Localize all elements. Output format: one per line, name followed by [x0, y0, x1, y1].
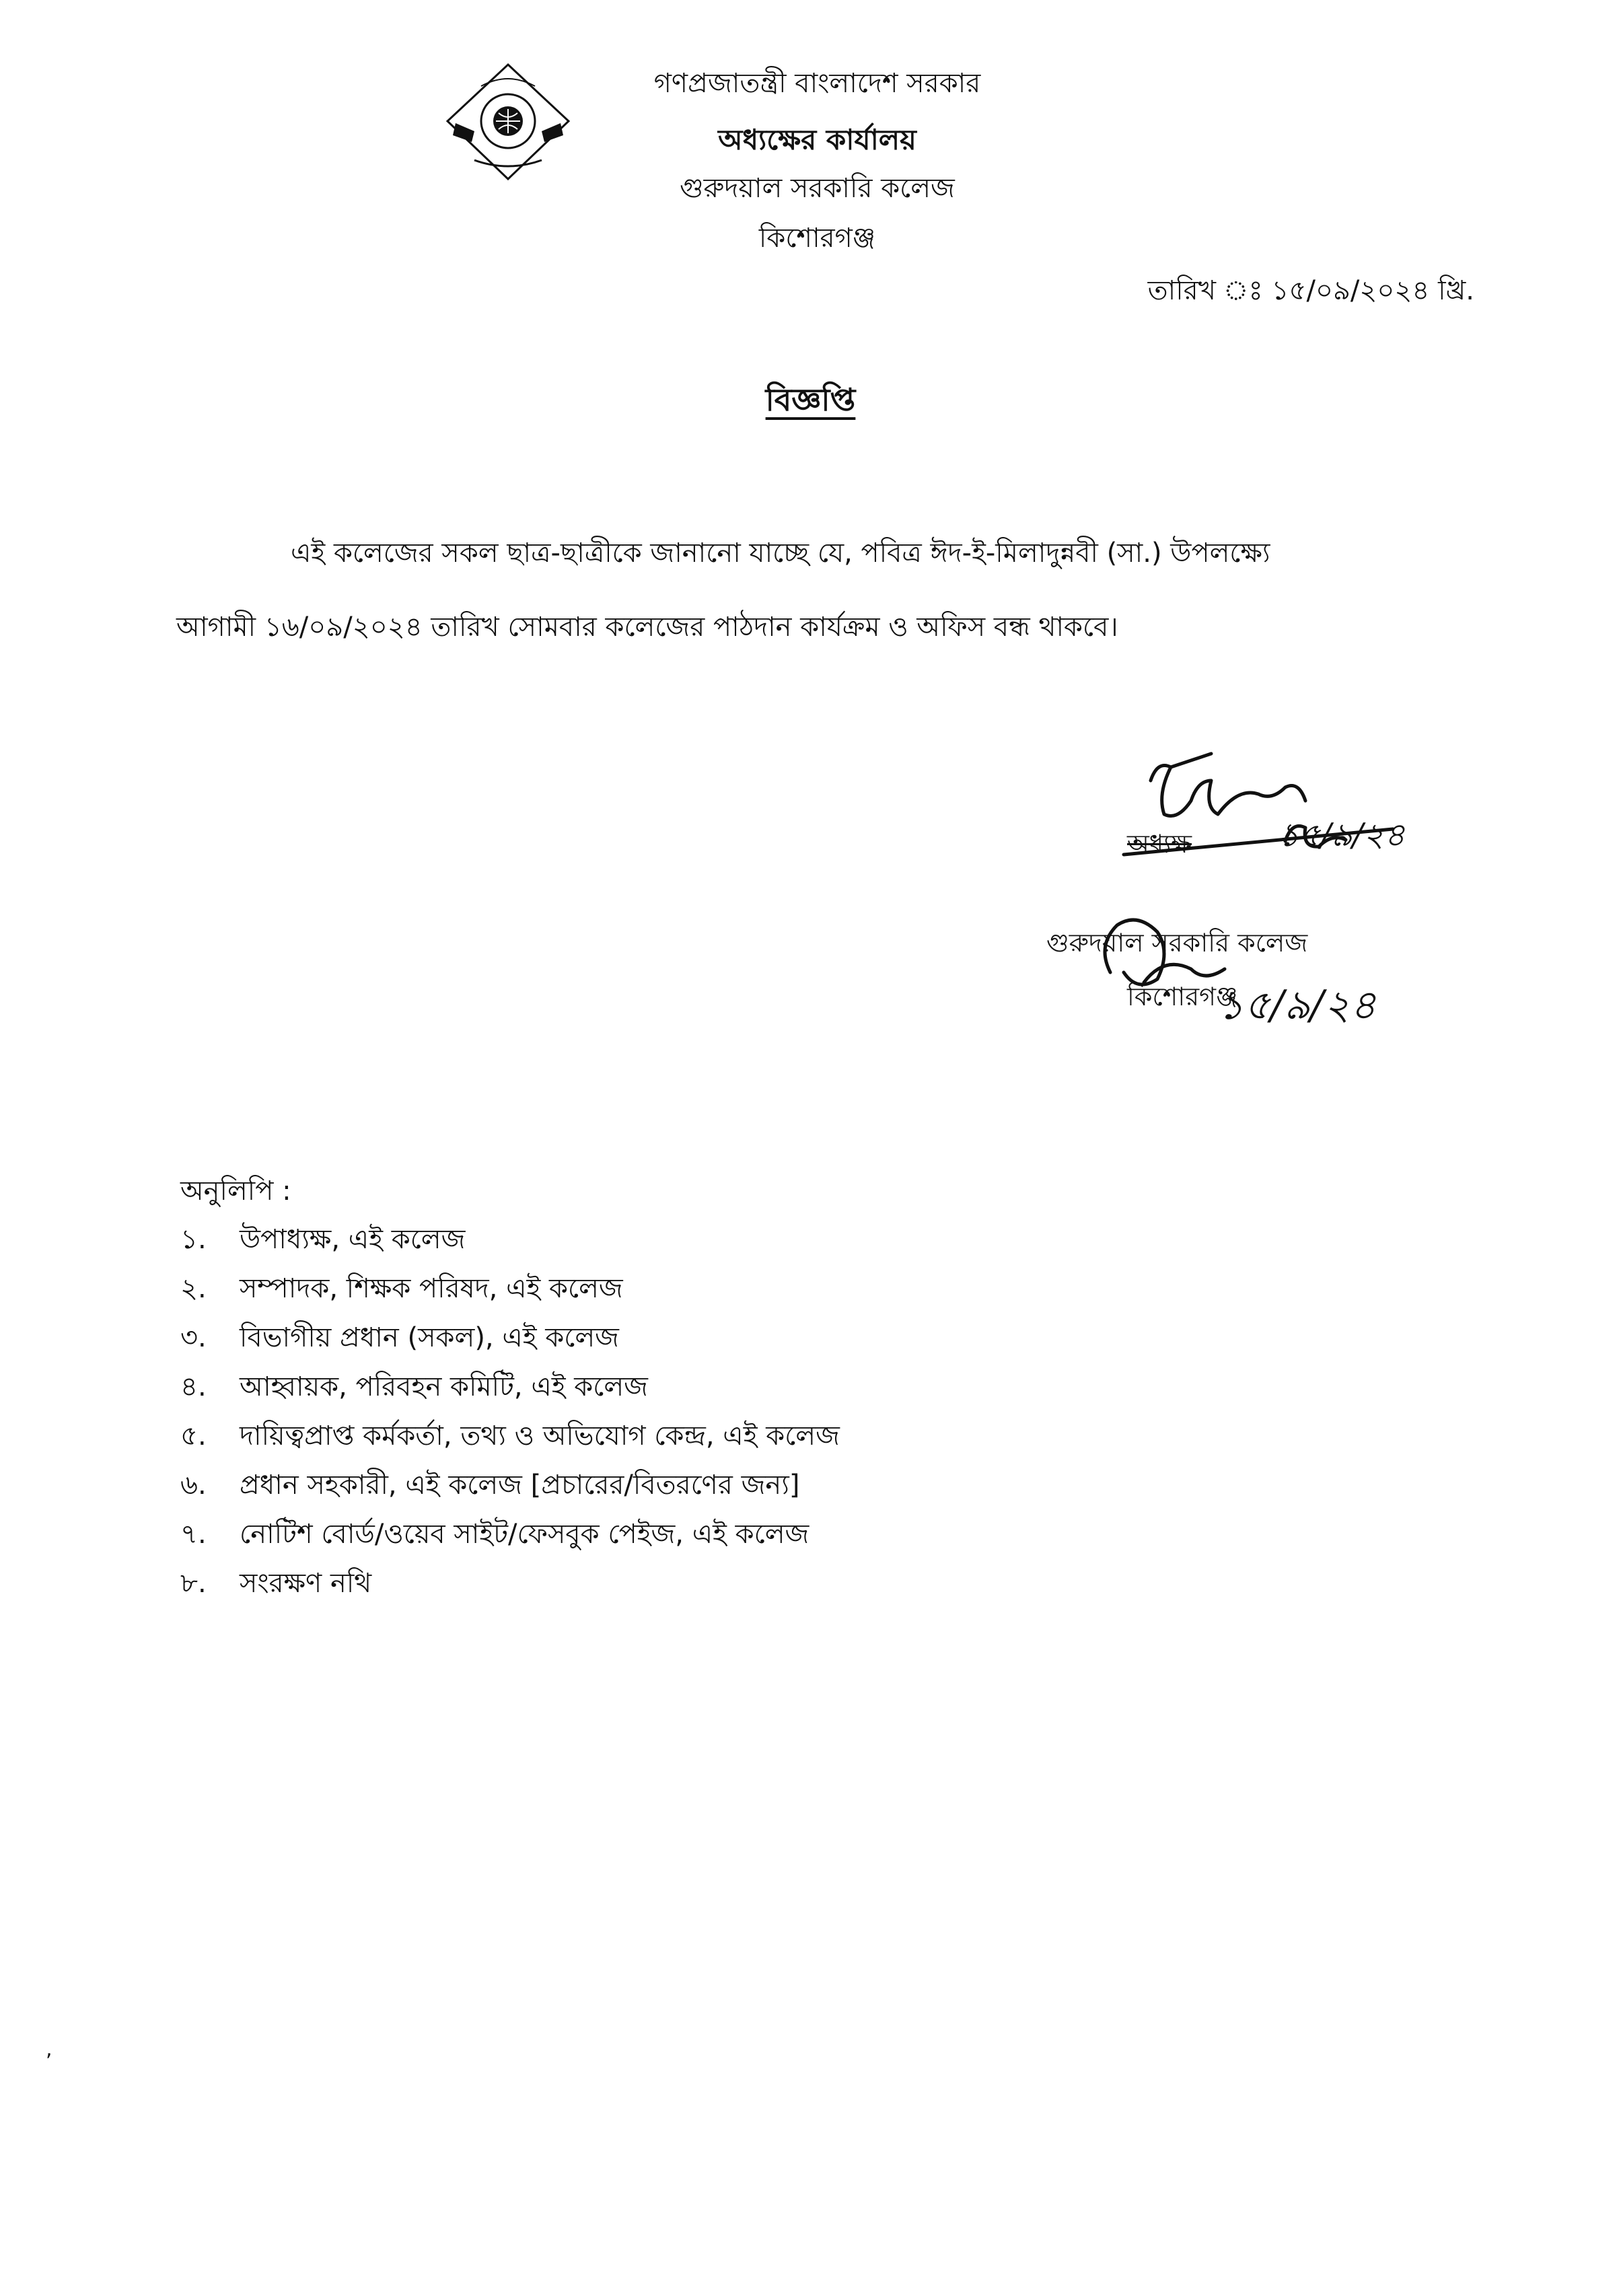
copy-list-item	[180, 1464, 1459, 1513]
copy-item-text: বিভাগীয় প্রধান (সকল), এই কলেজ	[240, 1322, 619, 1353]
signatory-district: কিশোরগঞ্জ	[1127, 982, 1238, 1011]
copy-item-text: দায়িত্বপ্রাপ্ত কর্মকর্তা, তথ্য ও অভিযোগ কেন্দ্র, এই কলেজ	[240, 1421, 840, 1451]
copy-list-item	[180, 1513, 1459, 1562]
district-name: কিশোরগঞ্জ	[758, 223, 876, 254]
signatory-designation: অধ্যক্ষ	[1127, 829, 1192, 859]
copy-item-number: ৪.	[180, 1371, 207, 1402]
notice-title-text: বিজ্ঞপ্তি	[765, 382, 856, 418]
college-name: গুরুদয়াল সরকারি কলেজ	[680, 173, 955, 204]
notice-title	[0, 377, 1621, 428]
copy-list	[180, 1218, 1459, 1611]
copy-item-text: সম্পাদক, শিক্ষক পরিষদ, এই কলেজ	[240, 1273, 623, 1304]
copy-item-text: প্রধান সহকারী, এই কলেজ [প্রচারের/বিতরণের জন্য]	[240, 1470, 800, 1501]
government-name: গণপ্রজাতন্ত্রী বাংলাদেশ সরকার	[653, 68, 981, 99]
office-name: অধ্যক্ষের কার্যালয়	[718, 123, 916, 156]
signatory-college: গুরুদয়াল সরকারি কলেজ	[1046, 928, 1308, 958]
copy-list-item	[180, 1365, 1459, 1414]
copy-item-number: ৬.	[180, 1470, 207, 1501]
copy-list-item	[180, 1218, 1459, 1267]
notice-body-line-2: আগামী ১৬/০৯/২০২৪ তারিখ সোমবার কলেজের পাঠদান কার্যক্রম ও অফিস বন্ধ থাকবে।	[176, 612, 1118, 643]
copy-item-text: সংরক্ষণ নথি	[240, 1568, 372, 1599]
copy-list-item	[180, 1414, 1459, 1464]
copy-item-number: ৩.	[180, 1322, 207, 1353]
copy-list-label: অনুলিপি :	[180, 1176, 291, 1207]
copy-item-number: ১.	[180, 1224, 207, 1255]
notice-date: তারিখ ঃ ১৫/০৯/২০২৪ খ্রি.	[1147, 275, 1474, 306]
copy-item-text: নোটিশ বোর্ড/ওয়েব সাইট/ফেসবুক পেইজ, এই কলেজ	[240, 1519, 809, 1550]
copy-item-number: ২.	[180, 1273, 207, 1304]
notice-body-line-1: এই কলেজের সকল ছাত্র-ছাত্রীকে জানানো যাচ্ছে যে, পবিত্র ঈদ-ই-মিলাদুন্নবী (সা.) উপলক্ষ্যে	[291, 538, 1270, 569]
copy-list-item	[180, 1562, 1459, 1611]
copy-item-text: উপাধ্যক্ষ, এই কলেজ	[240, 1224, 466, 1255]
handwritten-date-upper: ১৫/৯/২৪	[1278, 816, 1406, 854]
copy-item-number: ৫.	[180, 1421, 207, 1451]
copy-item-text: আহ্বায়ক, পরিবহন কমিটি, এই কলেজ	[240, 1371, 648, 1402]
copy-item-number: ৭.	[180, 1519, 207, 1550]
margin-mark: ,	[46, 2038, 52, 2061]
copy-list-item	[180, 1267, 1459, 1316]
handwritten-date-lower: ১৫/৯/২৪	[1218, 982, 1377, 1029]
copy-item-number: ৮.	[180, 1568, 207, 1599]
copy-list-item	[180, 1316, 1459, 1365]
